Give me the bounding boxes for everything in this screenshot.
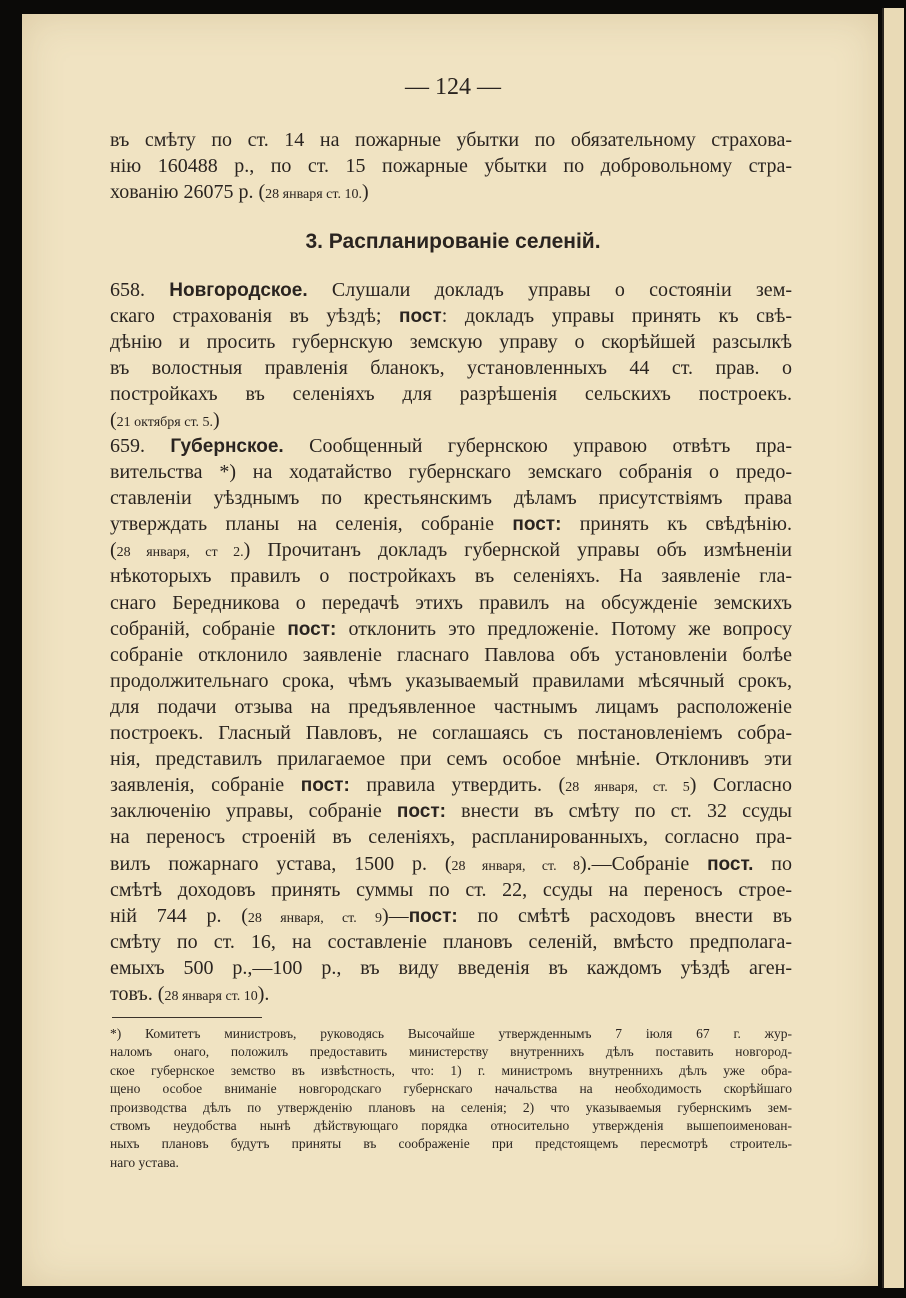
text-segment: ставленіи уѣзднымъ по крестьянскимъ дѣламъ присутствіямъ права [110, 487, 792, 510]
text-segment: продолжительнаго срока, чѣмъ указываемый правилами мѣсячный срокъ, [110, 669, 792, 692]
citation: 28 января, ст. 8 [451, 858, 580, 874]
text-line [110, 127, 792, 153]
text-segment: товъ. ( [110, 982, 165, 1005]
text-segment: ) Прочитанъ докладъ губернской управы объ измѣненіи [243, 539, 793, 562]
text-segment: скаго страхованія въ уѣздѣ; [110, 305, 399, 328]
text-segment: смѣтѣ доходовъ принять суммы по ст. 22, ссуды на переносъ строе- [110, 878, 792, 901]
paragraph-continuation [110, 127, 792, 205]
text-line [110, 407, 792, 433]
text-segment: ній 744 р. ( [110, 904, 248, 927]
text-segment: смѣту по ст. 16, на составленіе плановъ селеній, вмѣсто предполага- [110, 930, 792, 953]
text-segment: 658. [110, 279, 170, 301]
text-segment: нія, представилъ прилагаемое при семъ особое мнѣніе. Отклонивъ эти [110, 748, 792, 771]
bold-keyword: пост: [408, 905, 458, 927]
text-segment: въ волостныя правленія бланокъ, установленныхъ 44 ст. прав. о [110, 357, 792, 380]
text-segment: вилъ пожарнаго устава, 1500 р. ( [110, 852, 452, 875]
citation: 28 января ст. 10. [265, 187, 362, 203]
text-segment: наломъ онаго, положилъ предоставить министерству внутреннихъ дѣлъ поставить новгород- [110, 1044, 792, 1060]
text-segment: утверждать планы на селенія, собраніе [110, 513, 513, 536]
footnote-divider [112, 1017, 262, 1018]
text-segment: ( [110, 409, 117, 432]
text-line [110, 590, 792, 616]
text-line [110, 1025, 792, 1043]
text-line [110, 277, 792, 303]
text-segment: вительства *) на ходатайство губернскаго земскаго собранія о предо- [110, 461, 792, 484]
text-segment: отклонить это предложеніе. Потому же вопросу [336, 617, 792, 640]
text-line [110, 329, 792, 355]
text-segment: собраніе отклонило заявленіе гласнаго Павлова объ установленіи болѣе [110, 643, 792, 666]
text-segment: собраній, собраніе [110, 617, 288, 640]
bold-keyword: пост: [287, 618, 337, 640]
text-segment: заключенію управы, собраніе [110, 800, 397, 823]
text-line [110, 877, 792, 903]
text-line [110, 563, 792, 589]
text-line [110, 1062, 792, 1080]
bold-keyword: пост: [300, 775, 350, 797]
text-segment: хованію 26075 р. ( [110, 181, 266, 204]
text-line [110, 798, 792, 824]
text-line [110, 746, 792, 772]
text-line [110, 179, 792, 205]
text-segment: заявленія, собраніе [110, 774, 301, 797]
text-segment: ) [361, 181, 369, 204]
text-line [110, 824, 792, 850]
page-number: — 124 — [405, 74, 501, 100]
text-line [110, 903, 792, 929]
text-segment: ).—Собраніе [580, 852, 708, 875]
text-line [110, 355, 792, 381]
text-segment: нію 160488 р., по ст. 15 пожарные убытки по добровольному стра- [110, 155, 792, 178]
bold-keyword: Губернское. [170, 436, 284, 457]
adjacent-page-edge [882, 8, 904, 1288]
text-segment: принять къ свѣдѣнію. [561, 513, 792, 536]
text-line [110, 720, 792, 746]
text-segment: )— [382, 904, 409, 927]
text-segment: щено особое вниманіе новгородскаго губернскаго начальства на необходимость скорѣйшаго [110, 1081, 792, 1097]
citation: 21 октября ст. 5. [116, 415, 214, 431]
text-line [110, 929, 792, 955]
bold-keyword: Новгородское. [169, 280, 308, 301]
text-segment: наго устава. [110, 1154, 179, 1170]
text-segment: постройкахъ въ селеніяхъ для разрѣшенія сельскихъ построекъ. [110, 383, 792, 406]
text-segment: ). [257, 982, 270, 1005]
citation: 28 января, ст 2. [116, 545, 244, 561]
text-segment: по [753, 852, 792, 875]
text-line [110, 381, 792, 407]
text-line [110, 694, 792, 720]
text-line [110, 1099, 792, 1117]
paragraph-659 [110, 433, 792, 1007]
text-segment: снаго Бередникова о передачѣ этихъ правилъ на обсужденіе земскихъ [110, 591, 792, 614]
text-segment: дѣнію и просить губернскую земскую управу о скорѣйшей разсылкѣ [110, 331, 792, 354]
text-line [110, 511, 792, 537]
text-segment: ) [213, 409, 220, 432]
text-segment: ныхъ плановъ будутъ приняты въ соображеніе при предстоящемъ пересмотрѣ строитель- [110, 1136, 792, 1152]
text-segment: : докладъ управы принять къ свѣ- [441, 305, 792, 328]
section-heading: 3. Распланированіе селеній. [305, 230, 601, 253]
text-segment: для подачи отзыва на предъявленное частнымъ лицамъ расположеніе [110, 695, 792, 718]
text-segment: на переносъ строеній въ селеніяхъ, распланированныхъ, согласно пра- [110, 826, 792, 849]
text-line [110, 1117, 792, 1135]
text-segment: *) Комитетъ министровъ, руководясь Высочайше утвержденнымъ 7 іюля 67 г. жур- [110, 1026, 792, 1041]
text-line [110, 642, 792, 668]
bold-keyword: пост [398, 306, 442, 328]
text-segment: по смѣтѣ расходовъ внести въ [457, 904, 792, 927]
text-line [110, 1154, 792, 1172]
text-segment: нѣкоторыхъ правилъ о постройкахъ въ селеніяхъ. На заявленіе гла- [110, 565, 792, 588]
text-line [110, 303, 792, 329]
text-segment: ( [110, 539, 117, 562]
text-line [110, 851, 792, 877]
text-line [110, 1080, 792, 1098]
bold-keyword: пост: [512, 514, 562, 536]
citation: 28 января, ст. 9 [247, 910, 383, 926]
bold-keyword: пост: [396, 801, 446, 823]
text-line [110, 537, 792, 563]
text-line [110, 485, 792, 511]
text-line [110, 153, 792, 179]
text-segment: въ смѣту по ст. 14 на пожарные убытки по обязательному страхова- [110, 129, 792, 151]
bold-keyword: пост. [707, 853, 754, 875]
text-segment: Слушали докладъ управы о состояніи зем- [307, 279, 793, 301]
footnote [110, 1025, 792, 1172]
paragraph-658 [110, 277, 792, 434]
text-line [110, 981, 792, 1007]
text-line [110, 433, 792, 459]
text-segment: ское губернское земство въ извѣстность, что: 1) г. министромъ внутреннихъ дѣлъ уже обра- [110, 1062, 792, 1078]
text-segment: внести въ смѣту по ст. 32 ссуды [445, 800, 792, 823]
text-segment: производства дѣлъ по утвержденію плановъ на селенія; 2) что указываемыя губернскимъ зем- [110, 1099, 792, 1115]
citation: 28 января ст. 10 [164, 988, 258, 1004]
text-segment: 659. [110, 435, 171, 457]
text-segment: ) Согласно [689, 774, 793, 797]
text-segment: емыхъ 500 р.,—100 р., въ виду введенія въ каждомъ уѣздѣ аген- [110, 956, 792, 979]
text-line [110, 772, 792, 798]
text-segment: построекъ. Гласный Павловъ, не соглашаясь съ постановленіемъ собра- [110, 722, 792, 745]
text-line [110, 1135, 792, 1153]
text-segment: Сообщенный губернскою управою отвѣтъ пра- [283, 435, 792, 457]
text-line [110, 459, 792, 485]
text-line [110, 1043, 792, 1061]
text-segment: ствомъ неудобства нынѣ дѣйствующаго порядка относительно утвержденія вышепоименован- [110, 1117, 792, 1133]
text-line [110, 955, 792, 981]
text-line [110, 668, 792, 694]
citation: 28 января, ст. 5 [565, 780, 690, 796]
text-segment: правила утвердить. ( [349, 774, 566, 797]
text-line [110, 616, 792, 642]
